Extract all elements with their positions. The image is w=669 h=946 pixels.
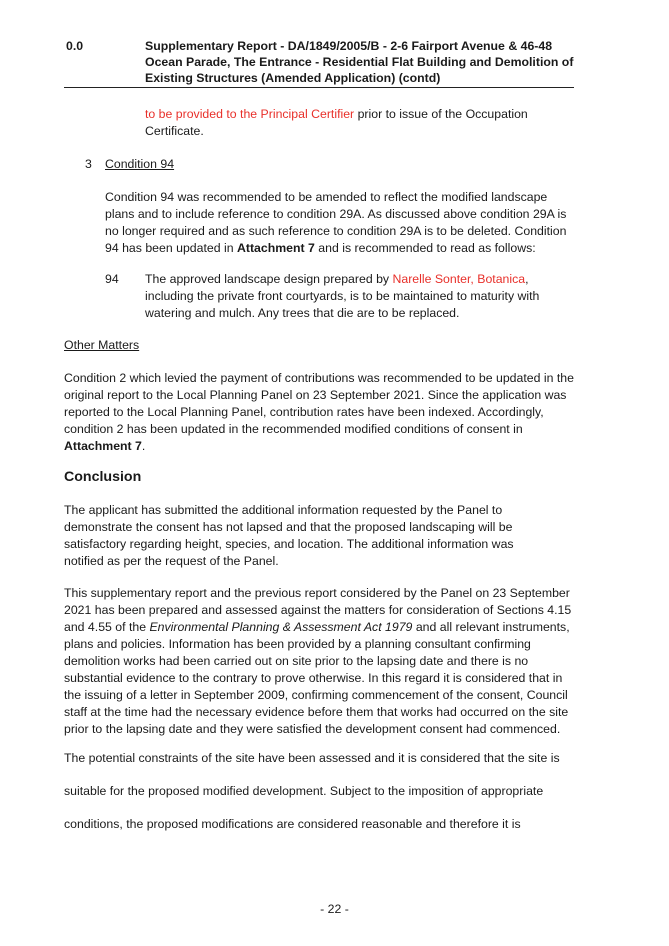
paragraph-text: prior to issue of the Occupation Certificate.	[145, 107, 528, 138]
highlighted-text: Narelle Sonter, Botanica	[392, 272, 526, 286]
header-title: Supplementary Report - DA/1849/2005/B - 2-6 Fairport Avenue & 46-48 Ocean Parade, The Entrance - Residential Flat Building and Demolition of Existing Structures (Amended Application) (contd)	[145, 39, 574, 85]
other-matters-heading: Other Matters	[64, 338, 140, 352]
paragraph-text: This supplementary report and the previous report considered by the Panel on 23 September 2021 has been prepared and assessed against the matters for consideration of Sections 4.15 and 4.55 of the	[64, 586, 572, 634]
conclusion-paragraph-3-line-2: suitable for the proposed modified development. Subject to the imposition of appropriate	[64, 784, 544, 798]
paragraph-text: The approved landscape design prepared by	[145, 272, 393, 286]
other-matters-paragraph	[64, 370, 574, 455]
conclusion-paragraph-3-line-3: conditions, the proposed modifications are considered reasonable and therefore it is	[64, 817, 521, 831]
page-number: - 22 -	[320, 902, 349, 916]
attachment-reference: Attachment 7	[64, 439, 142, 453]
condition-number: 94	[105, 272, 119, 286]
act-title: Environmental Planning & Assessment Act 1979	[149, 620, 413, 634]
condition-text	[145, 271, 565, 322]
paragraph-text: .	[141, 439, 146, 453]
continued-paragraph	[145, 106, 565, 140]
condition-heading: Condition 94	[105, 157, 175, 171]
paragraph-text: Condition 2 which levied the payment of contributions was recommended to be updated in the original report to the Local Planning Panel on 23 September 2021. Since the application was reported to the Local Planning Panel, contribution rates have been indexed. Accordingly, condition 2 has been updated in the recommended modified conditions of consent in	[64, 371, 574, 436]
highlighted-text: to be provided to the Principal Certifier	[145, 107, 355, 121]
header-section-number: 0.0	[66, 39, 84, 53]
conclusion-paragraph-3-line-1: The potential constraints of the site have been assessed and it is considered that the site is	[64, 751, 560, 765]
header-divider	[64, 87, 574, 88]
paragraph-text: and all relevant instruments, plans and policies. Information has been provided by a planning consultant confirming demolition works had been carried out on site prior to the lapsing date and there is no substantial evidence to the contrary to prove otherwise. In this regard it is considered that in the issuing of a letter in September 2009, confirming commencement of the consent, Council staff at the time had the necessary evidence before them that works had occurred on the site prior to the lapsing date and they were satisfied the development consent had commenced.	[64, 620, 570, 736]
paragraph-text: and is recommended to read as follows:	[314, 241, 536, 255]
conclusion-paragraph-2	[64, 585, 576, 738]
condition-item-number: 3	[85, 157, 92, 171]
paragraph-text: Condition 94 was recommended to be amended to reflect the modified landscape plans and to include reference to condition 29A. As discussed above condition 29A is no longer required and as such reference to condition 29A is to be deleted. Condition 94 has been updated in	[105, 190, 567, 255]
condition-paragraph	[105, 189, 573, 257]
attachment-reference: Attachment 7	[236, 241, 315, 255]
paragraph-text: , including the private front courtyards, is to be maintained to maturity with watering and mulch. Any trees that die are to be replaced.	[145, 272, 540, 320]
conclusion-paragraph-1: The applicant has submitted the additional information requested by the Panel to demonstrate the consent has not lapsed and that the proposed landscaping will be satisfactory regarding height, species, and location. The additional information was notified as per the request of the Panel.	[64, 503, 514, 568]
conclusion-heading: Conclusion	[64, 469, 142, 485]
